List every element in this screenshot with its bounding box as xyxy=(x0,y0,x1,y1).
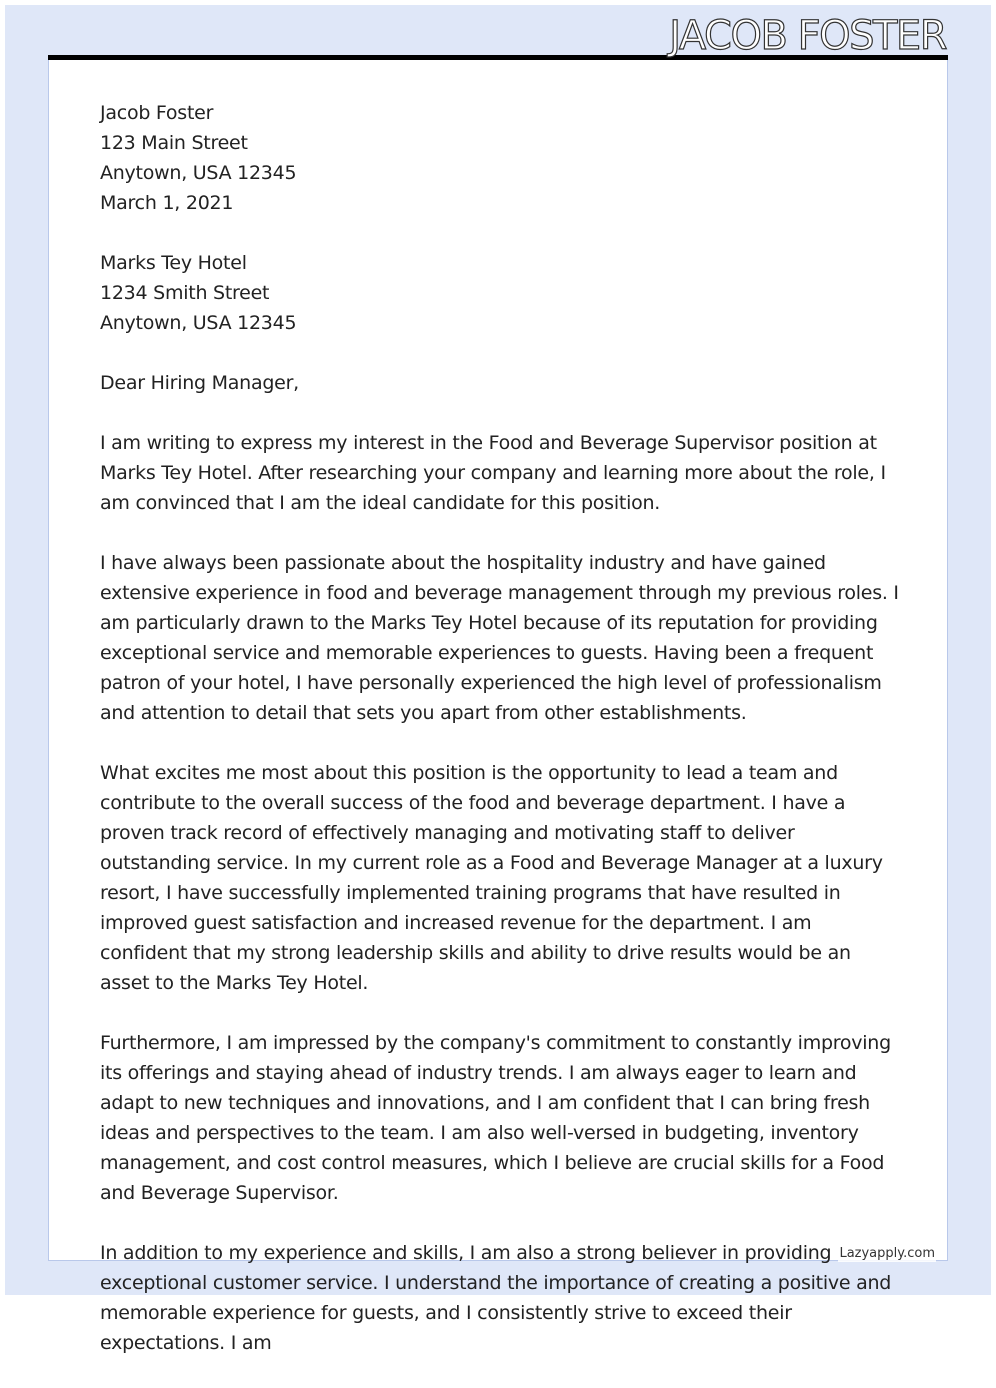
body-paragraph-2: I have always been passionate about the hospitality industry and have gained extensive experience in food and beverage management through my previous roles. I am particularly drawn to the Marks Tey Hotel because of its reputation for providing exceptional service and memorable experiences to guests. Having been a frequent patron of your hotel, I have personally experienced the high level of professionalism and attention to detail that sets you apart from other establishments. xyxy=(100,552,899,724)
recipient-street: 1234 Smith Street xyxy=(100,282,270,304)
recipient-company: Marks Tey Hotel xyxy=(100,252,247,274)
sender-street: 123 Main Street xyxy=(100,132,248,154)
sender-name: Jacob Foster xyxy=(100,102,214,124)
body-paragraph-3: What excites me most about this position is the opportunity to lead a team and contribute to the overall success of the food and beverage department. I have a proven track record of effectively managing and motivating staff to deliver outstanding service. In my current role as a Food and Beverage Manager at a luxury resort, I have successfully implemented training programs that have resulted in improved guest satisfaction and increased revenue for the department. I am confident that my strong leadership skills and ability to drive results would be an asset to the Marks Tey Hotel. xyxy=(100,762,883,994)
body-paragraph-4: Furthermore, I am impressed by the company's commitment to constantly improving its offerings and staying ahead of industry trends. I am always eager to learn and adapt to new techniques and innovations, and I am confident that I can bring fresh ideas and perspectives to the team. I am also well-versed in budgeting, inventory management, and cost control measures, which I believe are crucial skills for a Food and Beverage Supervisor. xyxy=(100,1032,891,1204)
applicant-name-header: JACOB FOSTER xyxy=(669,13,946,59)
watermark: Lazyapply.com xyxy=(839,1246,935,1261)
sender-address-block xyxy=(100,98,900,218)
body-paragraph-5: In addition to my experience and skills, I am also a strong believer in providing exceptional customer service. I understand the importance of creating a positive and memorable experience for guests, and I consistently strive to exceed their expectations. I am xyxy=(100,1242,892,1354)
recipient-city: Anytown, USA 12345 xyxy=(100,312,297,334)
sender-city: Anytown, USA 12345 xyxy=(100,162,297,184)
letter-date: March 1, 2021 xyxy=(100,192,234,214)
body-paragraph-1: I am writing to express my interest in the Food and Beverage Supervisor position at Marks Tey Hotel. After researching your company and learning more about the role, I am convinced that I am the ideal candidate for this position. xyxy=(100,432,886,514)
salutation: Dear Hiring Manager, xyxy=(100,372,299,394)
recipient-address-block xyxy=(100,248,900,338)
cover-letter-body xyxy=(100,98,900,1388)
